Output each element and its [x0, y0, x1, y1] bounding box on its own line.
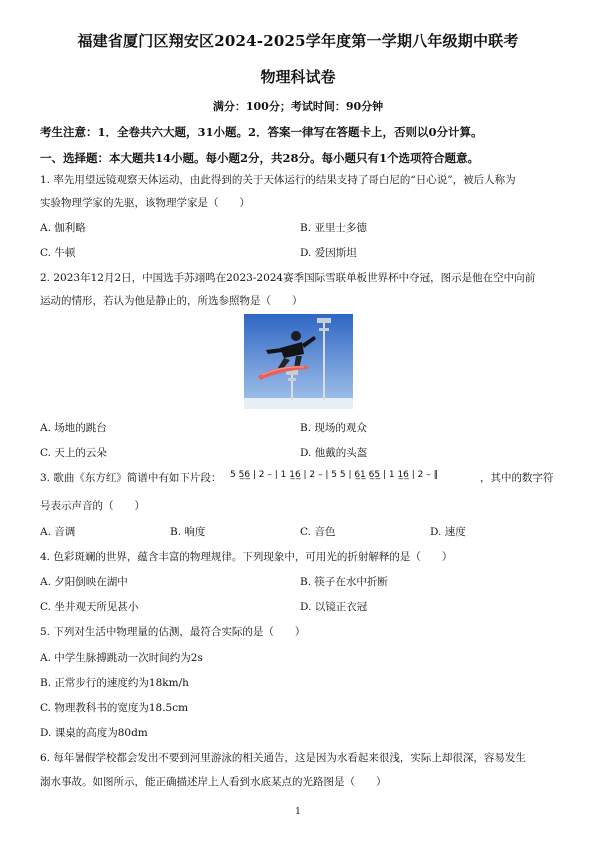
q2-option-b: B. 现场的观众	[300, 422, 367, 434]
q3-option-b: B. 响度	[170, 526, 206, 538]
q3-line1-prefix: 3. 歌曲《东方红》简谱中有如下片段：	[40, 472, 222, 484]
score-info: 满分：100分；考试时间：90分钟	[212, 100, 384, 113]
q5-option-c: C. 物理教科书的宽度为18.5cm	[40, 702, 189, 714]
snowboarder-photo	[244, 314, 353, 409]
q4-option-a: A. 夕阳倒映在湖中	[40, 576, 128, 588]
q2-option-c: C. 天上的云朵	[40, 447, 107, 459]
q4-line1: 4. 色彩斑斓的世界，蕴含丰富的物理规律。下列现象中，可用光的折射解释的是（ ）	[40, 551, 453, 563]
q4-option-d: D. 以镜正衣冠	[300, 601, 368, 613]
q3-option-a: A. 音调	[40, 526, 76, 538]
q6-line2: 溺水事故。如图所示，能正确描述岸上人看到水底某点的光路图是（ ）	[40, 776, 387, 788]
q5-option-d: D. 课桌的高度为80dm	[40, 727, 148, 739]
q5-option-a: A. 中学生脉搏跳动一次时间约为2s	[40, 652, 203, 664]
q1-option-b: B. 亚里士多德	[300, 222, 367, 234]
q1-line1: 1. 率先用望远镜观察天体运动，由此得到的关于天体运行的结果支持了哥白尼的“日心说”，被后人称为	[40, 174, 516, 186]
q3-line1-suffix: ，其中的数字符	[480, 472, 554, 484]
q2-line1: 2. 2023年12月2日，中国选手苏翊鸣在2023-2024赛季国际雪联单板世界杯中夺冠，图示是他在空中向前	[40, 272, 536, 284]
q5-option-b: B. 正常步行的速度约为18km/h	[40, 677, 189, 689]
q1-line2: 实验物理学家的先驱，该物理学家是（ ）	[40, 197, 250, 209]
q4-option-c: C. 坐井观天所见甚小	[40, 601, 139, 613]
q1-option-a: A. 伽利略	[40, 222, 86, 234]
q3-line2: 号表示声音的（ ）	[40, 500, 145, 512]
q4-option-b: B. 筷子在水中折断	[300, 576, 388, 588]
exam-title-line2: 物理科试卷	[260, 68, 336, 86]
q3-option-c: C. 音色	[300, 526, 336, 538]
q1-option-d: D. 爱因斯坦	[300, 247, 357, 259]
q5-line1: 5. 下列对生活中物理量的估测，最符合实际的是（ ）	[40, 626, 306, 638]
q2-line2: 运动的情形，若认为他是静止的，所选参照物是（ ）	[40, 295, 303, 307]
snowboarder-illustration	[244, 314, 353, 409]
page-number: 1	[295, 807, 301, 817]
exam-title-line1: 福建省厦门区翔安区2024-2025学年度第一学期八年级期中联考	[77, 32, 519, 50]
q2-option-d: D. 他戴的头盔	[300, 447, 368, 459]
q1-option-c: C. 牛顿	[40, 247, 76, 259]
music-score-notation: 5 5̲6̲ | 2 – | 1 1̲6̲ | 2 – | 5 5 | 6̲1̲ 6̲5̲ | 1 1̲6̲ | 2 – ‖	[230, 470, 439, 480]
section-heading: 一、选择题：本大题共14小题。每小题2分，共28分。每小题只有1个选项符合题意。	[40, 151, 480, 165]
q2-option-a: A. 场地的跳台	[40, 422, 107, 434]
exam-notice: 考生注意：1．全卷共六大题，31小题。2．答案一律写在答题卡上，否则以0分计算。	[40, 125, 483, 139]
q6-line1: 6. 每年暑假学校都会发出不要到河里游泳的相关通告，这是因为水看起来很浅，实际上却很深，容易发生	[40, 752, 526, 764]
q3-option-d: D. 速度	[430, 526, 466, 538]
